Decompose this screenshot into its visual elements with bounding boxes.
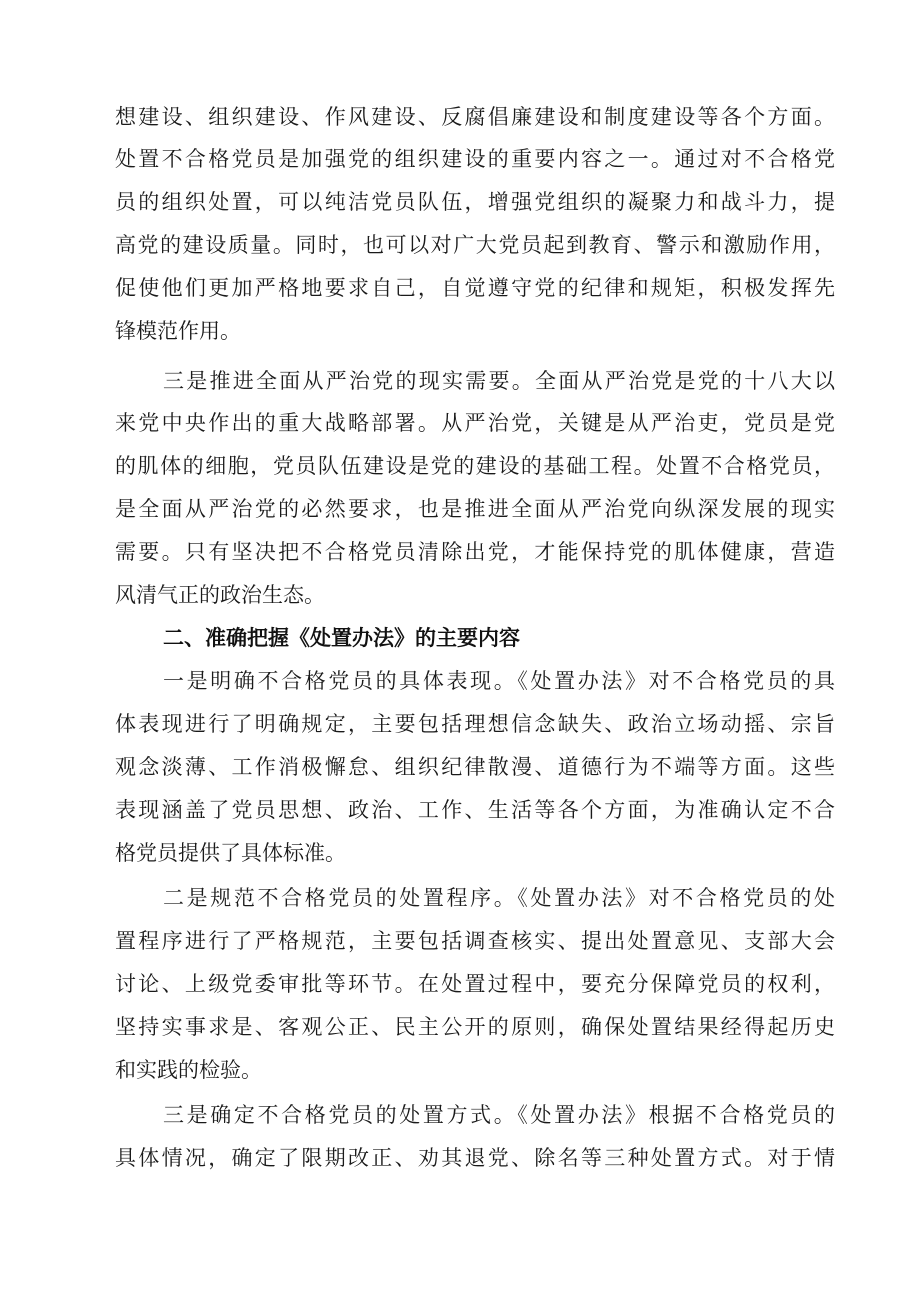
text-line: 格党员提供了具体标准。 bbox=[115, 841, 346, 865]
text-line: 置程序进行了严格规范，主要包括调查核实、提出处置意见、支部大会 bbox=[115, 929, 835, 953]
paragraph-start-line: 三是确定不合格党员的处置方式。《处置办法》根据不合格党员的 bbox=[163, 1103, 835, 1127]
text-line: 处置不合格党员是加强党的组织建设的重要内容之一。通过对不合格党 bbox=[115, 147, 835, 171]
section-heading: 二、准确把握《处置办法》的主要内容 bbox=[163, 626, 520, 650]
text-line: 员的组织处置，可以纯洁党员队伍，增强党组织的凝聚力和战斗力，提 bbox=[115, 190, 835, 214]
text-line: 想建设、组织建设、作风建设、反腐倡廉建设和制度建设等各个方面。 bbox=[115, 105, 835, 129]
text-line: 和实践的检验。 bbox=[115, 1058, 262, 1082]
text-line: 风清气正的政治生态。 bbox=[115, 583, 325, 607]
text-line: 高党的建设质量。同时，也可以对广大党员起到教育、警示和激励作用， bbox=[115, 233, 835, 257]
text-line: 促使他们更加严格地要求自己，自觉遵守党的纪律和规矩，积极发挥先 bbox=[115, 276, 835, 300]
text-line: 需要。只有坚决把不合格党员清除出党，才能保持党的肌体健康，营造 bbox=[115, 540, 835, 564]
paragraph-start-line: 三是推进全面从严治党的现实需要。全面从严治党是党的十八大以 bbox=[163, 369, 835, 393]
text-line: 体表现进行了明确规定，主要包括理想信念缺失、政治立场动摇、宗旨 bbox=[115, 712, 835, 736]
text-line: 表现涵盖了党员思想、政治、工作、生活等各个方面，为准确认定不合 bbox=[115, 798, 835, 822]
text-line: 坚持实事求是、客观公正、民主公开的原则，确保处置结果经得起历史 bbox=[115, 1015, 835, 1039]
text-line: 讨论、上级党委审批等环节。在处置过程中，要充分保障党员的权利， bbox=[115, 972, 835, 996]
paragraph-start-line: 一是明确不合格党员的具体表现。《处置办法》对不合格党员的具 bbox=[163, 669, 835, 693]
text-line: 是全面从严治党的必然要求，也是推进全面从严治党向纵深发展的现实 bbox=[115, 497, 835, 521]
text-line: 具体情况，确定了限期改正、劝其退党、除名等三种处置方式。对于情 bbox=[115, 1146, 835, 1170]
text-line: 观念淡薄、工作消极懈怠、组织纪律散漫、道德行为不端等方面。这些 bbox=[115, 755, 835, 779]
text-line: 来党中央作出的重大战略部署。从严治党，关键是从严治吏，党员是党 bbox=[115, 411, 835, 435]
text-line: 锋模范作用。 bbox=[115, 319, 241, 343]
text-line: 的肌体的细胞，党员队伍建设是党的建设的基础工程。处置不合格党员， bbox=[115, 454, 835, 478]
paragraph-start-line: 二是规范不合格党员的处置程序。《处置办法》对不合格党员的处 bbox=[163, 886, 835, 910]
